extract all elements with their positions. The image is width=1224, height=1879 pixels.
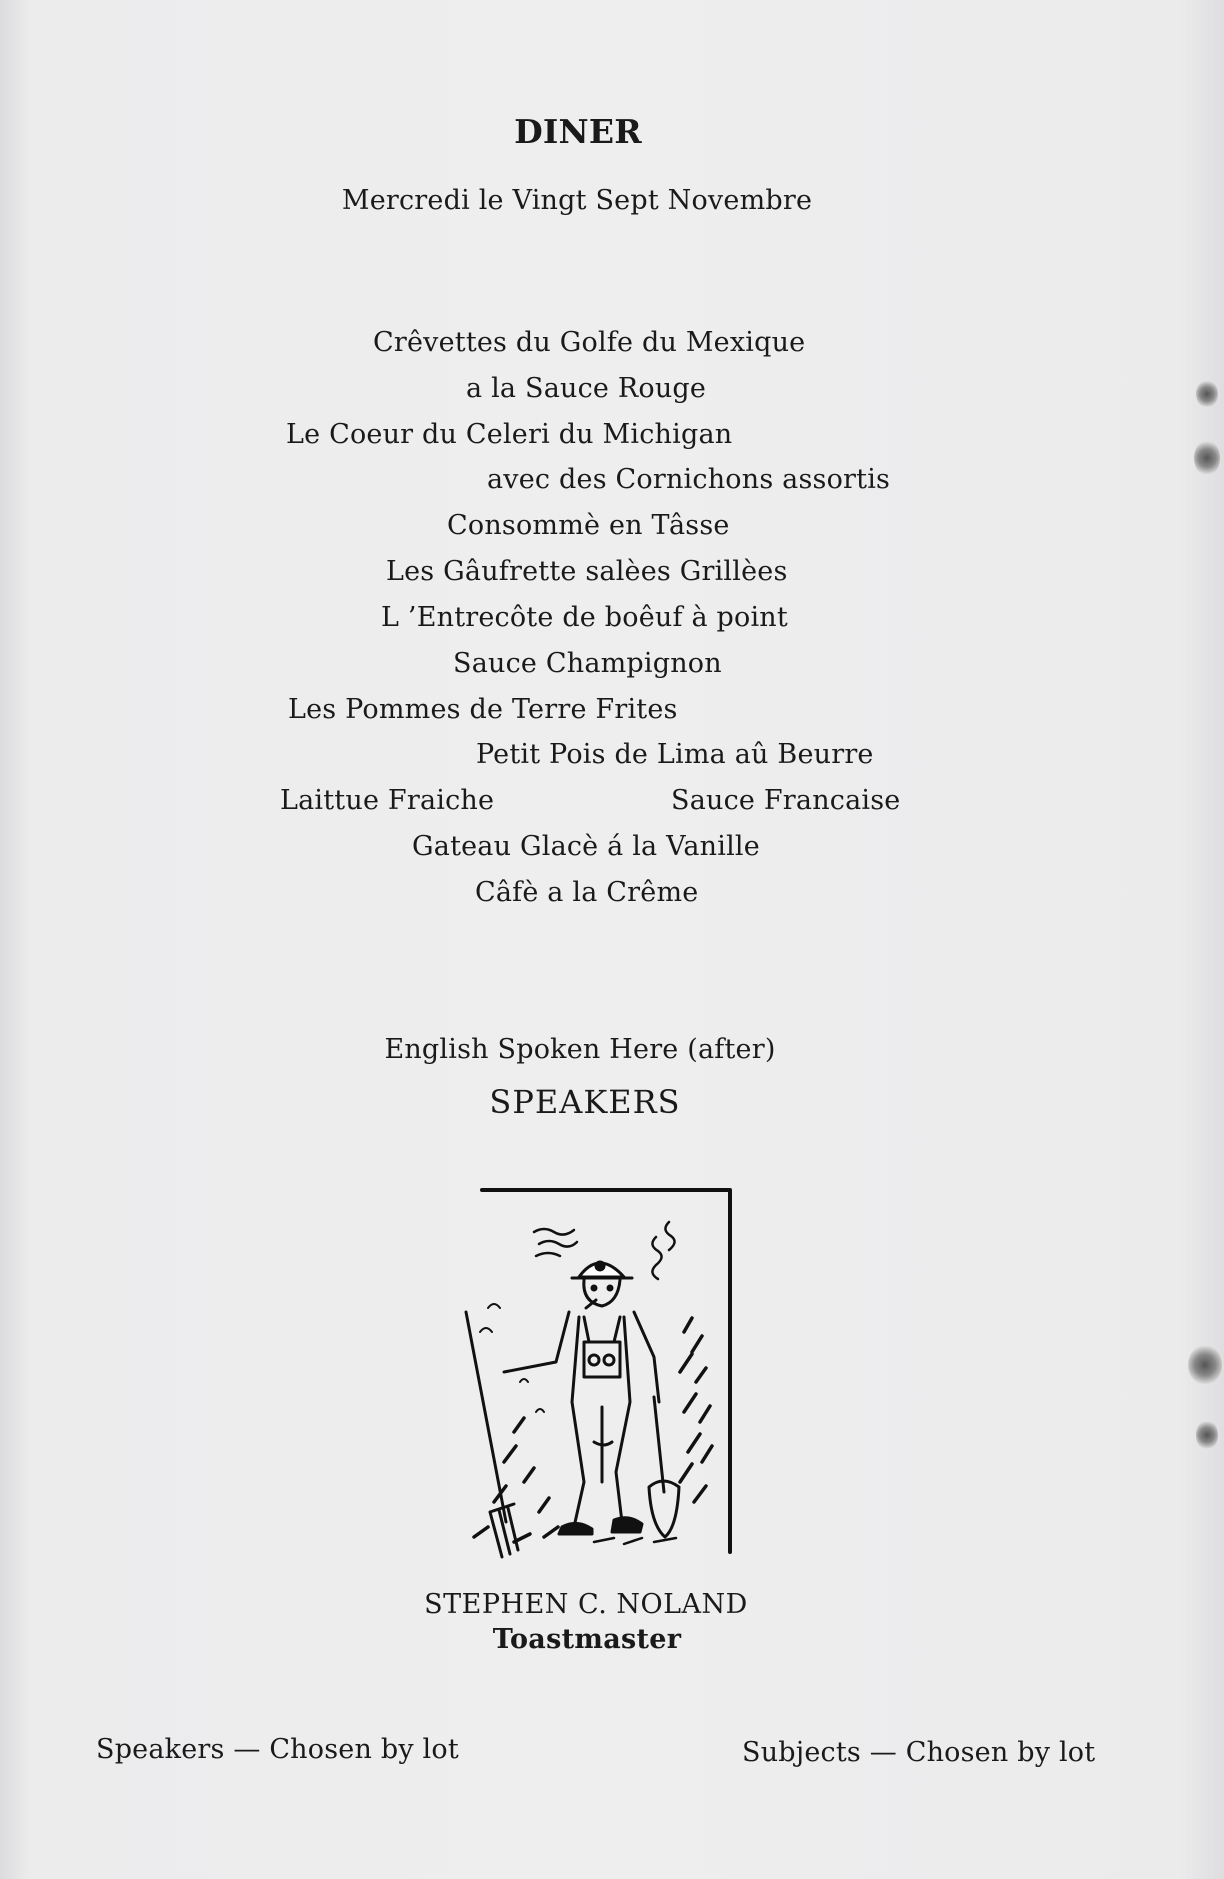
menu-item: Petit Pois de Lima aû Beurre bbox=[476, 739, 874, 770]
toastmaster-name: STEPHEN C. NOLAND bbox=[424, 1589, 748, 1620]
menu-item: a la Sauce Rouge bbox=[466, 373, 707, 404]
english-note: English Spoken Here (after) bbox=[384, 1034, 776, 1065]
staple-mark bbox=[1188, 1345, 1222, 1385]
staple-mark bbox=[1194, 440, 1220, 476]
toastmaster-role: Toastmaster bbox=[492, 1624, 682, 1655]
menu-item: Sauce Champignon bbox=[453, 648, 722, 679]
page-title: DINER bbox=[514, 112, 642, 151]
farmer-illustration-icon bbox=[444, 1182, 736, 1566]
menu-item: avec des Cornichons assortis bbox=[487, 464, 891, 495]
menu-item: Le Coeur du Celeri du Michigan bbox=[286, 419, 733, 450]
menu-item: L ’Entrecôte de boêuf à point bbox=[381, 602, 788, 633]
menu-item: Consommè en Tâsse bbox=[447, 510, 730, 541]
menu-item: Câfè a la Crême bbox=[475, 877, 699, 908]
staple-mark bbox=[1196, 1420, 1218, 1450]
footer-subjects-note: Subjects — Chosen by lot bbox=[742, 1737, 1096, 1768]
menu-item: Les Gâufrette salèes Grillèes bbox=[386, 556, 788, 587]
speakers-heading: SPEAKERS bbox=[489, 1083, 681, 1121]
menu-item: Crêvettes du Golfe du Mexique bbox=[373, 327, 806, 358]
footer-speakers-note: Speakers — Chosen by lot bbox=[96, 1734, 459, 1765]
menu-item: Laittue Fraiche bbox=[280, 785, 495, 816]
menu-item: Sauce Francaise bbox=[671, 785, 901, 816]
event-date: Mercredi le Vingt Sept Novembre bbox=[341, 185, 813, 216]
menu-item: Gateau Glacè á la Vanille bbox=[412, 831, 760, 862]
staple-mark bbox=[1196, 380, 1218, 408]
menu-item: Les Pommes de Terre Frites bbox=[288, 694, 678, 725]
